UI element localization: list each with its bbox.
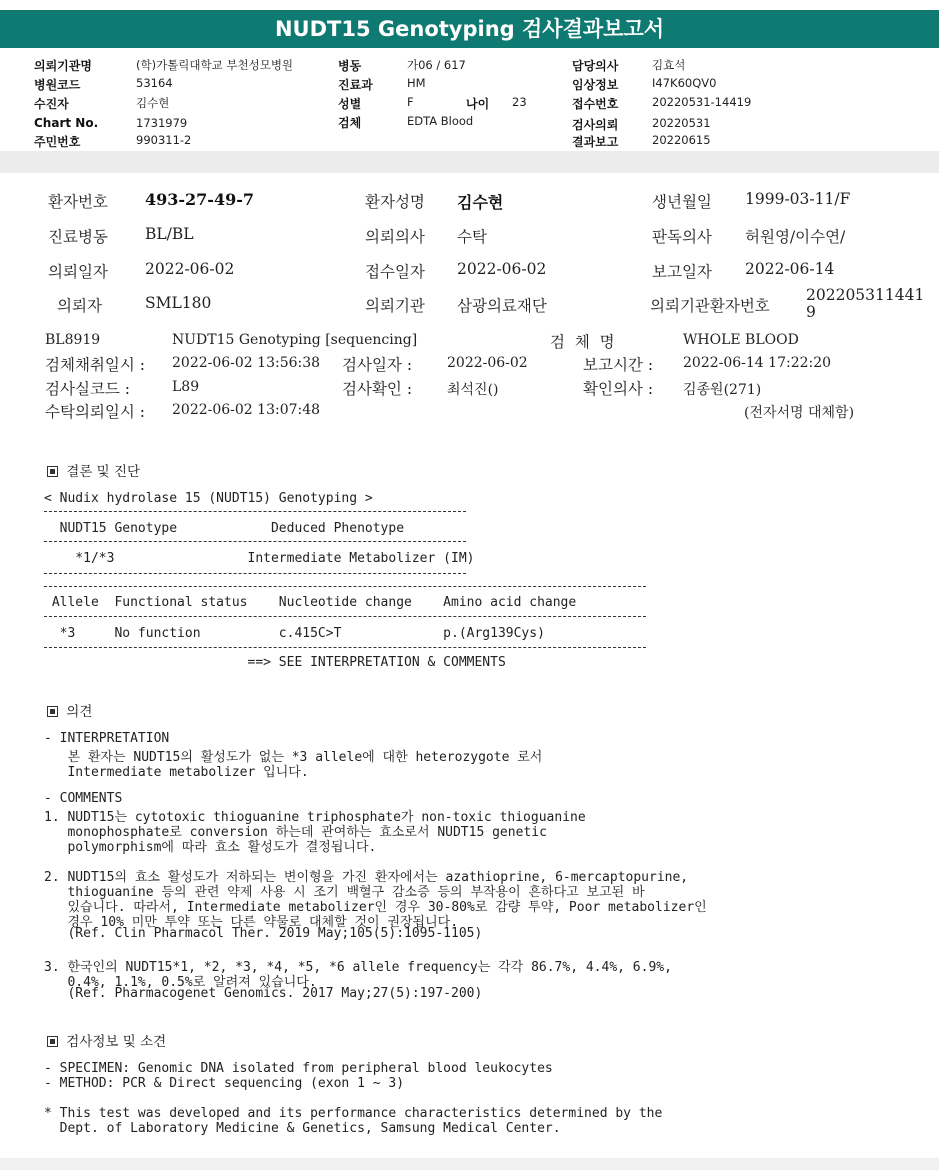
testdate-value: 2022-06-02 <box>447 355 528 371</box>
divider <box>44 647 646 648</box>
genotype-row: *1/*3 Intermediate Metabolizer (IM) <box>44 551 475 566</box>
resident-no-label: 주민번호 <box>34 135 81 149</box>
comment-1-line-1: 1. NUDT15는 cytotoxic thioguanine triphosphate가 non-toxic thioguanine <box>44 810 586 825</box>
doctor-label: 담당의사 <box>572 59 619 73</box>
confirm-value: 최석진() <box>447 382 499 398</box>
patient-no-label: 환자번호 <box>48 193 108 211</box>
collect-label: 검체채취일시 : <box>45 356 145 374</box>
ward-value: 가06 / 617 <box>407 58 466 72</box>
receipt-day-value: 2022-06-02 <box>457 260 547 278</box>
sex-label: 성별 <box>338 97 362 111</box>
report-date-value: 20220615 <box>652 133 711 147</box>
note-line-1: * This test was developed and its performance characteristics determined by the <box>44 1106 663 1121</box>
esign-note: (전자서명 대체함) <box>744 405 855 421</box>
resident-no-value: 990311-2 <box>136 133 192 147</box>
report-date-label: 결과보고 <box>572 135 619 149</box>
comment-2-line-2: thioguanine 등의 관련 약제 사용 시 조기 백혈구 감소증 등의 부작용이 흔하다고 보고된 바 <box>44 885 645 900</box>
hospital-label: 의뢰기관명 <box>34 59 92 73</box>
sex-value: F <box>407 95 414 109</box>
report-day-label: 보고일자 <box>652 263 712 281</box>
note-line-2: Dept. of Laboratory Medicine & Genetics, Samsung Medical Center. <box>44 1121 561 1136</box>
report-day-value: 2022-06-14 <box>745 260 835 278</box>
test-code: BL8919 <box>45 332 101 348</box>
header-separator <box>0 151 939 173</box>
dept-label: 진료과 <box>338 78 373 92</box>
request-date-value: 20220531 <box>652 116 711 130</box>
divider <box>44 586 646 587</box>
allele-header: Allele Functional status Nucleotide change Amino acid change <box>44 595 577 610</box>
comment-1-line-2: monophosphate로 conversion 하는데 관여하는 효소로서 NUDT15 genetic <box>44 825 547 840</box>
test-name: NUDT15 Genotyping [sequencing] <box>172 332 418 348</box>
comment-1-line-3: polymorphism에 따라 효소 활성도가 결정됩니다. <box>44 840 377 855</box>
see-interpretation: ==> SEE INTERPRETATION & COMMENTS <box>44 655 506 670</box>
age-value: 23 <box>512 95 527 109</box>
birthdate-label: 생년월일 <box>652 193 712 211</box>
clinical-info-value: I47K60QV0 <box>652 76 717 90</box>
patient-label: 수진자 <box>34 97 69 111</box>
chart-no-label: Chart No. <box>34 116 99 130</box>
allele-row: *3 No function c.415C>T p.(Arg139Cys) <box>44 626 545 641</box>
lab-code-value: L89 <box>172 379 200 395</box>
request-time-value: 2022-06-02 13:07:48 <box>172 402 321 418</box>
interp-line-2: 본 환자는 NUDT15의 활성도가 없는 *3 allele에 대한 heterozygote 로서 <box>44 750 543 765</box>
comment-2-line-1: 2. NUDT15의 효소 활성도가 저하되는 변이형을 가진 환자에서는 azathioprine, 6-mercaptopurine, <box>44 870 689 885</box>
reading-doctor-value: 허원영/이수연/ <box>745 228 846 246</box>
request-date-label: 검사의뢰 <box>572 118 619 132</box>
section-opinion <box>47 700 92 720</box>
clinical-info-label: 임상정보 <box>572 78 619 92</box>
section-square-icon <box>47 466 58 477</box>
request-day-value: 2022-06-02 <box>145 260 235 278</box>
patient-no-value: 493-27-49-7 <box>145 190 254 209</box>
comment-2-line-5: (Ref. Clin Pharmacol Ther. 2019 May;105(5):1095-1105) <box>44 926 483 941</box>
collect-value: 2022-06-02 13:56:38 <box>172 355 321 371</box>
receipt-day-label: 접수일자 <box>365 263 425 281</box>
request-day-label: 의뢰일자 <box>48 263 108 281</box>
divider <box>44 573 466 574</box>
divider <box>44 541 466 542</box>
comment-3-line-2: 0.4%, 1.1%, 0.5%로 알려져 있습니다. <box>44 975 317 990</box>
ward-value-2: BL/BL <box>145 225 194 243</box>
patient-name-label: 환자성명 <box>365 193 425 211</box>
section-square-icon <box>47 706 58 717</box>
comment-3-line-3: (Ref. Pharmacogenet Genomics. 2017 May;27(5):197-200) <box>44 986 483 1001</box>
accession-label: 접수번호 <box>572 97 619 111</box>
reading-doctor-label: 판독의사 <box>652 228 712 246</box>
birthdate-value: 1999-03-11/F <box>745 190 851 208</box>
specimen-name-label: 검 체 명 <box>550 333 615 351</box>
hospital-value: (학)가톨릭대학교 부천성모병원 <box>136 58 294 72</box>
requester-value: SML180 <box>145 294 212 312</box>
comments-heading: - COMMENTS <box>44 791 123 806</box>
divider <box>44 616 646 617</box>
genotype-header: NUDT15 Genotype Deduced Phenotype <box>44 521 405 536</box>
hospital-code-label: 병원코드 <box>34 78 81 92</box>
lab-code-label: 검사실코드 : <box>45 380 131 398</box>
ward-label: 병동 <box>338 59 362 73</box>
requester-label: 의뢰자 <box>57 297 102 315</box>
interp-line-3: Intermediate metabolizer 입니다. <box>44 765 309 780</box>
section-conclusion-title: 결론 및 진단 <box>66 464 141 480</box>
hospital-code-value: 53164 <box>136 76 173 90</box>
section-conclusion <box>47 460 140 480</box>
ward-label-2: 진료병동 <box>48 228 108 246</box>
comment-2-line-4: 경우 10% 미만 투약 또는 다른 약물로 대체할 것이 권장됩니다. <box>44 915 459 930</box>
requesting-doctor-value: 수탁 <box>457 228 487 246</box>
patient-value: 김수현 <box>136 96 170 110</box>
request-time-label: 수탁의뢰일시 : <box>45 403 145 421</box>
inst-patient-no-label: 의뢰기관환자번호 <box>650 297 770 315</box>
institution-label: 의뢰기관 <box>365 297 425 315</box>
accession-value: 20220531-14419 <box>652 95 752 109</box>
testdate-label: 검사일자 : <box>342 356 413 374</box>
section-test-info-title: 검사정보 및 소견 <box>66 1034 167 1050</box>
dept-value: HM <box>407 76 426 90</box>
genotype-title: < Nudix hydrolase 15 (NUDT15) Genotyping > <box>44 491 373 506</box>
comment-3-line-1: 3. 한국인의 NUDT15*1, *2, *3, *4, *5, *6 allele frequency는 각각 86.7%, 4.4%, 6.9%, <box>44 960 672 975</box>
reporttime-value: 2022-06-14 17:22:20 <box>683 355 832 371</box>
interp-line-1: - INTERPRETATION <box>44 731 170 746</box>
specimen-line: - SPECIMEN: Genomic DNA isolated from peripheral blood leukocytes <box>44 1061 553 1076</box>
confirm-doctor-label: 확인의사 : <box>583 380 654 398</box>
inst-patient-no-value-cont: 9 <box>806 303 816 321</box>
inst-patient-no-value: 202205311441 <box>806 286 925 304</box>
specimen-label: 검체 <box>338 116 362 130</box>
divider <box>44 511 466 512</box>
requesting-doctor-label: 의뢰의사 <box>365 228 425 246</box>
specimen-value: EDTA Blood <box>407 114 474 128</box>
chart-no-value: 1731979 <box>136 116 188 130</box>
doctor-value: 김효석 <box>652 58 686 72</box>
comment-2-line-3: 있습니다. 따라서, Intermediate metabolizer인 경우 30-80%로 감량 투약, Poor metabolizer인 <box>44 900 707 915</box>
institution-value: 삼광의료재단 <box>457 297 547 315</box>
age-label: 나이 <box>466 97 490 111</box>
section-test-info <box>47 1030 166 1050</box>
section-opinion-title: 의견 <box>66 704 93 720</box>
report-title: NUDT15 Genotyping 검사결과보고서 <box>0 10 939 48</box>
section-square-icon <box>47 1036 58 1047</box>
confirm-label: 검사확인 : <box>342 380 413 398</box>
specimen-name-value: WHOLE BLOOD <box>683 332 799 348</box>
confirm-doctor-value: 김종원(271) <box>683 382 762 398</box>
reporttime-label: 보고시간 : <box>583 356 654 374</box>
method-line: - METHOD: PCR & Direct sequencing (exon 1 ~ 3) <box>44 1076 405 1091</box>
patient-name-value: 김수현 <box>457 193 504 212</box>
